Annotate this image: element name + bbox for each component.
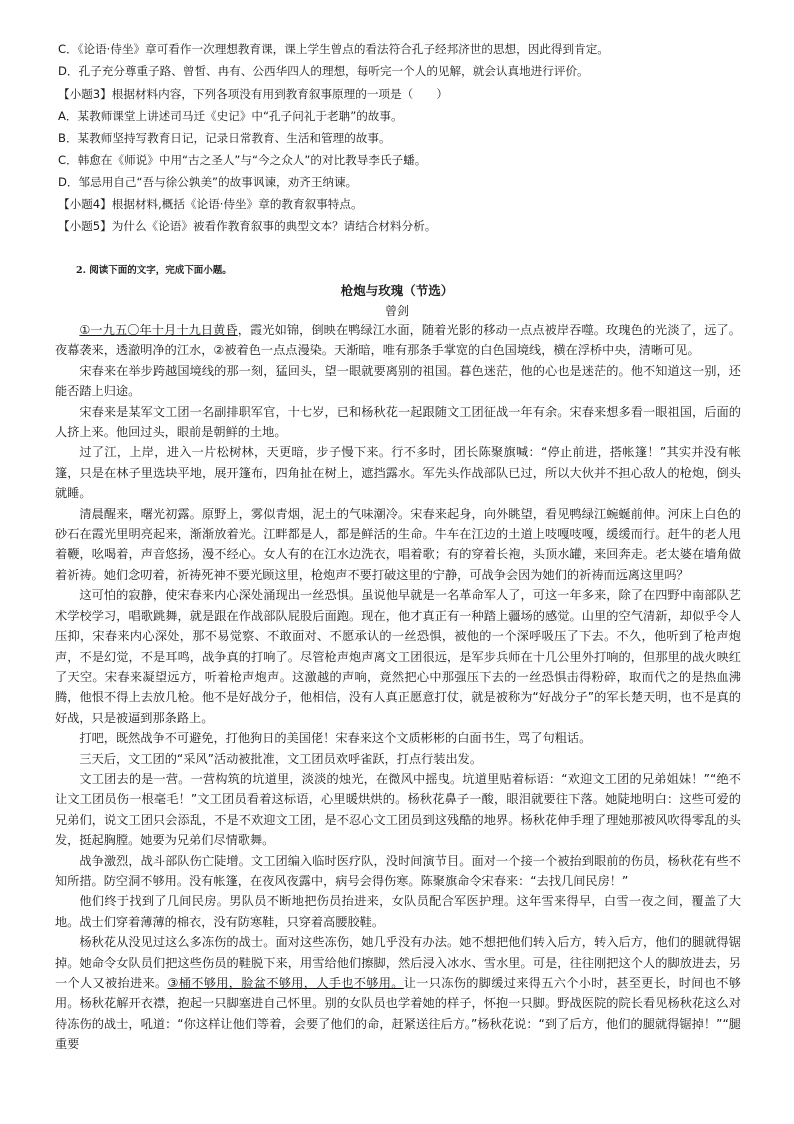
section-heading: 2. 阅读下面的文字，完成下面小题。 bbox=[76, 265, 232, 276]
question-3-option-b: B．某教师坚持写教育日记，记录日常教育、生活和管理的故事。 bbox=[58, 131, 391, 145]
question-4: 【小题4】根据材料,概括《论语·侍坐》章的教育叙事特点。 bbox=[58, 197, 363, 211]
option-d-previous: D．孔子充分尊重子路、曾皙、冉有、公西华四人的理想，每听完一个人的见解，就会认真地进行评价。 bbox=[58, 64, 589, 78]
passage-author: 曾剑 bbox=[384, 304, 409, 318]
underlined-phrase-1: ①一九五〇年十月十九日黄昏 bbox=[79, 323, 238, 337]
underlined-phrase-3: ③桶不够用，脸盆不够用，人手也不够用。 bbox=[167, 976, 404, 990]
question-3-option-c: C．韩愈在《师说》中用“古之圣人”与“今之众人”的对比教导李氏子蟠。 bbox=[58, 153, 427, 167]
paragraph-9: 文工团去的是一营。一营构筑的坑道里，淡淡的烛光，在微风中摇曳。坑道里贴着标语：“欢迎文工团的兄弟姐妹！”“绝不让文工团员伤一根毫毛！”文工团员看着这标语，心里暖烘烘的。杨秋花鼻子一酸，眼泪就要往下落。她陡地明白：这些可爱的兄弟们，说文工团只会添乱，不是不欢迎文工团，是不忍心文工团员到这残酷的地界。杨秋花伸手理了理她那被风吹得零乱的头发，挺起胸膛。她要为兄弟们尽情歌舞。 bbox=[55, 771, 741, 848]
paragraph-8: 三天后，文工团的“采风”活动被批准，文工团员欢呼雀跃，打点行装出发。 bbox=[79, 751, 483, 766]
question-3-option-a: A．某教师课堂上讲述司马迁《史记》中“孔子问礼于老聃”的故事。 bbox=[58, 109, 403, 123]
paragraph-12-text-a: 杨秋花从没见过这么多冻伤的战士。面对这些冻伤，她几乎没有办法。她不想把他们转入后方，转入后方，他们的腿就得锯掉。她命令女队员们把这些伤员的鞋脱下来，用雪给他们擦脚，然后浸入冰水、雪水里。可是，往往刚把这个人的脚放进去，另一个人又被抬进来。 bbox=[55, 935, 741, 990]
paragraph-1-text: ，霞光如锦，倒映在鸭绿江水面，随着光影的移动一点点被岸吞噬。玫瑰色的光淡了，远了。夜幕袭来，透澈明净的江水，②被着色一点点漫染。天渐暗，唯有那条手掌宽的白色国境线，横在浮桥中央，清晰可见。 bbox=[55, 323, 741, 358]
passage-title: 枪炮与玫瑰（节选） bbox=[340, 283, 454, 298]
paragraph-11: 他们终于找到了几间民房。男队员不断地把伤员抬进来，女队员配合军医护理。这年雪来得早，白雪一夜之间，覆盖了大地。战士们穿着薄薄的棉衣，没有防寒鞋，只穿着高腰胶鞋。 bbox=[55, 894, 741, 929]
question-3-stem: 【小题3】根据材料内容，下列各项没有用到教育叙事原理的一项是（ ） bbox=[58, 87, 448, 101]
paragraph-10: 战争激烈，战斗部队伤亡陡增。文工团编入临时医疗队，没时间演节目。面对一个接一个被抬到眼前的伤员，杨秋花有些不知所措。防空洞不够用。没有帐篷，在夜风夜露中，病号会得伤寒。陈聚旗命令宋春来：“去找几间民房！” bbox=[55, 853, 741, 888]
paragraph-6: 这可怕的寂静，使宋春来内心深处涌现出一丝恐惧。虽说他早就是一名革命军人了，可这一年多来，除了在四野中南部队艺术学校学习，唱歌跳舞，就是跟在作战部队屁股后面跑。现在，他才真正有一种踏上疆场的感觉。山里的空气清新，却似乎令人压抑，宋春来内心深处，那不易觉察、不敢面对、不愿承认的一丝恐惧，被他的一个深呼吸压了下去。不久，他听到了枪声炮声，不是幻觉，不是耳鸣，战争真的打响了。尽管枪声炮声离文工团很远，是军步兵师在十几公里外打响的，但那里的战火映红了天空。宋春来凝望远方，听着枪声炮声。这激越的声响，竟然把心中那强压下去的一丝恐惧击得粉碎，取而代之的是热血沸腾，他恨不得上去放几枪。他不是好战分子，他相信，没有人真正愿意打仗，就是被称为“好战分子”的军长楚天明，也不是真的好战，只是被逼到那条路上。 bbox=[55, 588, 741, 725]
paragraph-4: 过了江，上岸，进入一片松树林，天更暗，步子慢下来。行不多时，团长陈聚旗喊：“停止前进，搭帐篷！”其实并没有帐篷，只是在林子里选块平地，展开篷布，四角扯在树上，遮挡露水。军先头作战部队已过，所以大伙并不担心敌人的枪炮，倒头就睡。 bbox=[55, 445, 741, 501]
question-5: 【小题5】为什么《论语》被看作教育叙事的典型文本？请结合材料分析。 bbox=[58, 219, 437, 233]
paragraph-7: 打吧，既然战争不可避免，打他狗日的美国佬！宋春来这个文质彬彬的白面书生，骂了句粗话。 bbox=[79, 731, 592, 746]
paragraph-12-text-b: 让一只冻伤的脚缓过来得五六个小时，甚至更长，时间也不够用。杨秋花解开衣襟，抱起一只脚塞进自己怀里。别的女队员也学着她的样子，怀抱一只脚。野战医院的院长看见杨秋花这么对待冻伤的战士，吼道：“你这样让他们等着，会要了他们的命，赶紧送往后方。”杨秋花说：“到了后方，他们的腿就得锯掉！”“腿重要 bbox=[55, 976, 741, 1052]
passage-body bbox=[55, 320, 741, 1055]
option-c-previous: C．《论语·侍坐》章可看作一次理想教育课，课上学生曾点的看法符合孔子经邦济世的思想，因此得到肯定。 bbox=[58, 42, 609, 56]
question-3-option-d: D．邹忌用自己“吾与徐公孰美”的故事讽谏，劝齐王纳谏。 bbox=[58, 175, 358, 189]
paragraph-3: 宋春来是某军文工团一名副排职军官，十七岁，已和杨秋花一起跟随文工团征战一年有余。宋春来想多看一眼祖国，后面的人挤上来。他回过头，眼前是朝鲜的土地。 bbox=[55, 404, 741, 440]
paragraph-5: 清晨醒来，曙光初露。原野上，雾似青烟，泥土的气味潮冷。宋春来起身，向外眺望，看见鸭绿江蜿蜒前伸。河床上白色的砂石在霞光里明亮起来，渐渐放着光。江畔都是人，都是鲜活的生命。牛车在江边的土道上吱嘎吱嘎，缓缓而行。赶牛的老人甩着鞭，吆喝着，声音悠扬，漫不经心。女人有的在江水边洗衣，唱着歌；有的穿着长袍，头顶水罐，来回奔走。老太婆在墙角做着祈祷。她们念叨着，祈祷死神不要光顾这里，枪炮声不要打破这里的宁静，可战争会因为她们的祈祷而远离这里吗？ bbox=[55, 506, 741, 582]
paragraph-1 bbox=[55, 320, 741, 361]
paragraph-2: 宋春来在举步跨越国境线的那一刻，猛回头，望一眼就要离别的祖国。暮色迷茫，他的心也是迷茫的。他不知道这一别，还能否踏上归途。 bbox=[55, 363, 741, 399]
paragraph-12 bbox=[55, 932, 741, 1054]
